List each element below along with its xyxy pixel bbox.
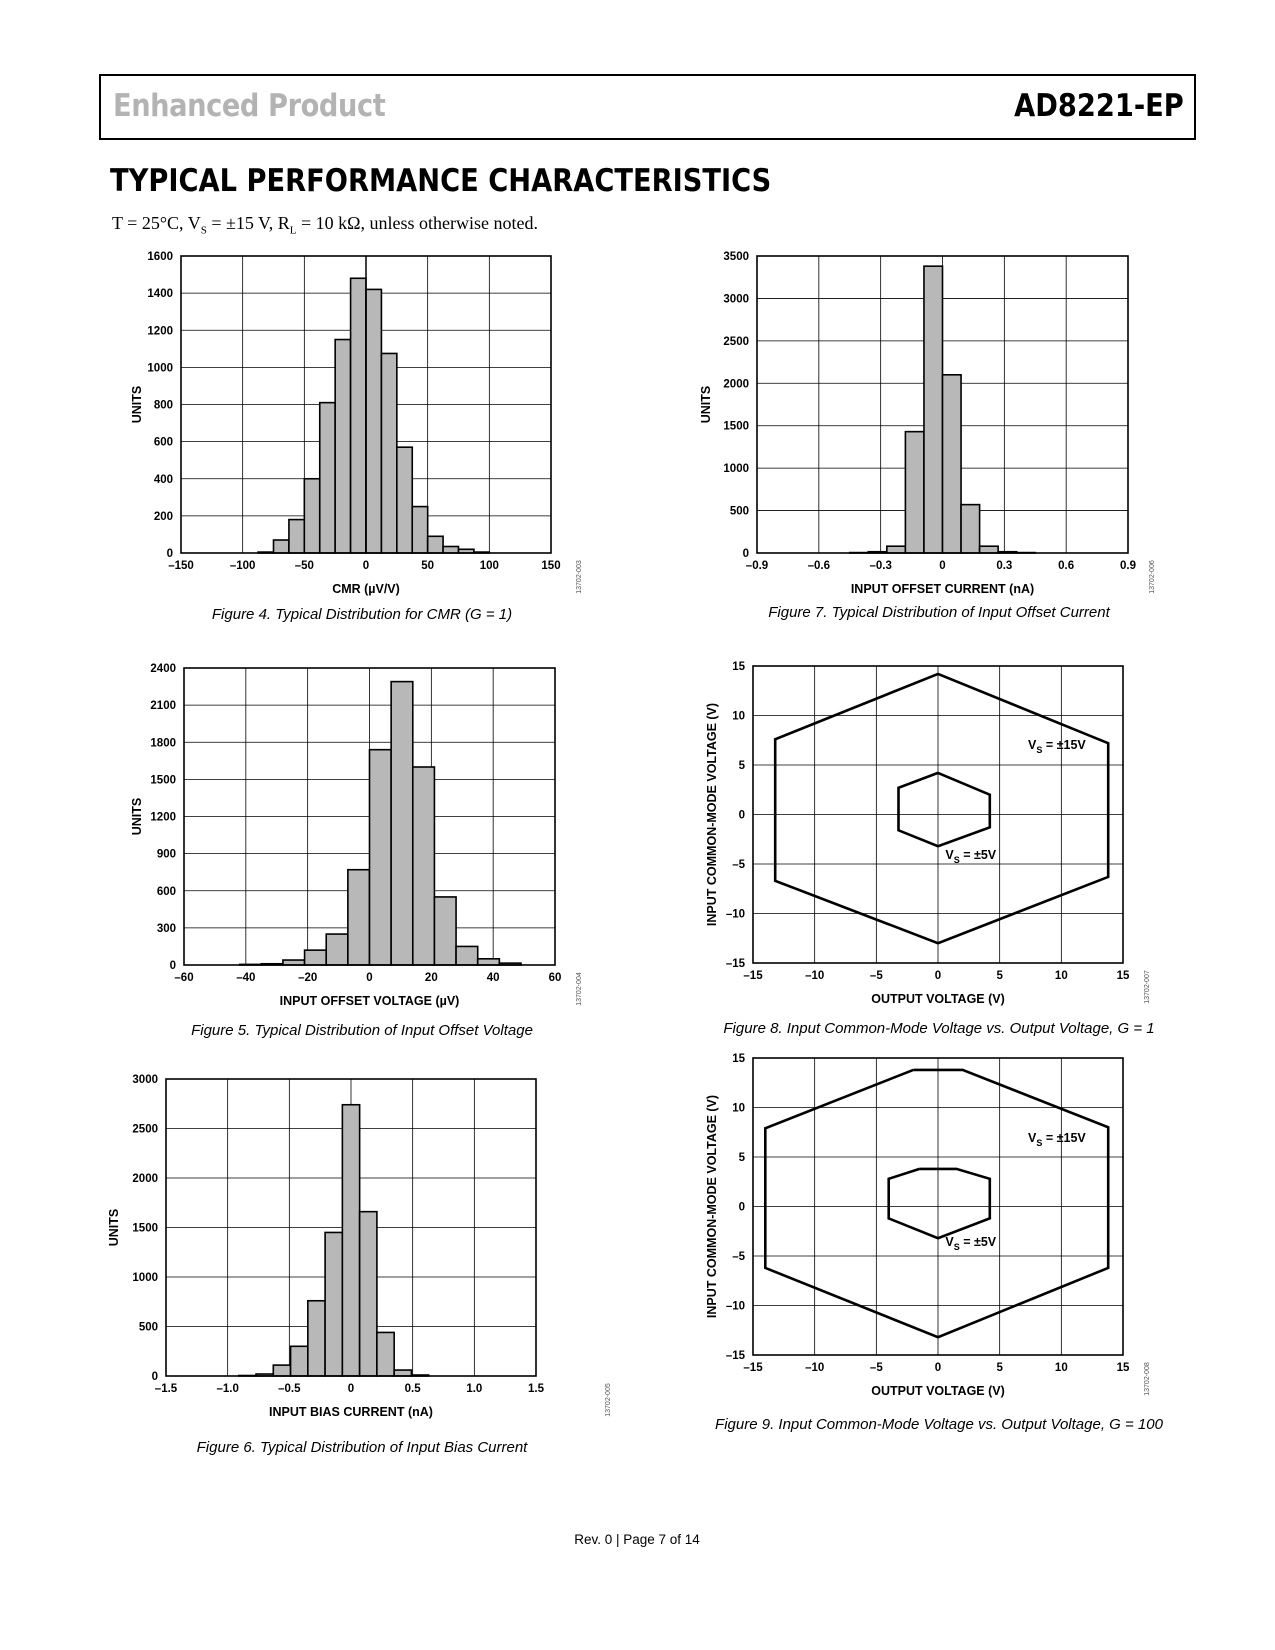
x-tick-label: –40 [236, 972, 256, 984]
y-tick-label: –5 [732, 1251, 745, 1263]
figure-9-caption: Figure 9. Input Common-Mode Voltage vs. Output Voltage, G = 100 [715, 1416, 1163, 1433]
y-tick-label: 5 [738, 1152, 745, 1164]
conditions-temp: T = 25°C, V [112, 213, 201, 233]
x-tick-label: –10 [805, 970, 825, 982]
figure-7-caption: Figure 7. Typical Distribution of Input Offset Current [768, 604, 1110, 621]
y-tick-label: 200 [153, 510, 173, 523]
figure-4-caption: Figure 4. Typical Distribution for CMR (G = 1) [211, 606, 513, 623]
figure-id-tag: 13702-005 [605, 1383, 612, 1417]
y-tick-label: 2000 [723, 378, 749, 391]
x-axis-label: INPUT OFFSET CURRENT (nA) [850, 582, 1035, 596]
y-axis-label: UNITS [699, 385, 713, 424]
x-tick-label: –60 [174, 972, 194, 984]
y-tick-label: –15 [725, 1350, 745, 1362]
conditions-rl-sub: L [289, 224, 297, 237]
x-tick-label: –5 [869, 970, 883, 982]
y-tick-label: 0 [738, 809, 745, 822]
y-tick-label: –10 [725, 908, 745, 921]
figure-id-tag: 13702-008 [1144, 1362, 1151, 1396]
series-label: $V_S = \pm 15V$ [1028, 738, 1086, 756]
x-tick-label: 0.3 [996, 560, 1013, 572]
y-tick-label: 3500 [723, 251, 749, 263]
x-axis-label: OUTPUT VOLTAGE (V) [871, 992, 1005, 1006]
x-tick-label: 0.5 [404, 1383, 421, 1395]
x-tick-label: 15 [1116, 970, 1130, 982]
y-tick-label: 0 [738, 1201, 745, 1214]
x-tick-label: –0.6 [807, 560, 831, 572]
x-tick-label: 60 [548, 972, 562, 984]
x-tick-label: –10 [805, 1362, 825, 1374]
page-footer: Rev. 0 | Page 7 of 14 [574, 1532, 700, 1547]
x-tick-label: –100 [229, 560, 256, 572]
y-tick-label: 10 [732, 710, 745, 723]
y-tick-label: 500 [138, 1321, 158, 1334]
figure-id-tag: 13702-007 [1144, 970, 1151, 1004]
y-tick-label: 1800 [150, 737, 176, 750]
y-tick-label: 600 [153, 436, 173, 449]
y-tick-label: 3000 [132, 1074, 158, 1086]
y-tick-label: 1500 [132, 1222, 158, 1235]
conditions-vs-sub: S [200, 224, 207, 237]
y-tick-label: 2400 [150, 663, 176, 675]
figure-6-caption: Figure 6. Typical Distribution of Input Bias Current [196, 1439, 528, 1456]
y-tick-label: 1500 [150, 774, 176, 787]
y-axis-label: UNITS [130, 797, 144, 836]
y-tick-label: 5 [738, 760, 745, 772]
figure-id-tag: 13702-004 [576, 972, 583, 1006]
x-axis-label: INPUT BIAS CURRENT (nA) [269, 1405, 433, 1419]
y-axis-label: UNITS [107, 1208, 121, 1247]
y-axis-label: UNITS [130, 385, 144, 424]
y-tick-label: 600 [156, 885, 176, 898]
x-tick-label: 0.9 [1120, 560, 1136, 572]
y-tick-label: 500 [729, 505, 749, 518]
x-tick-label: 1.0 [466, 1383, 483, 1395]
y-tick-label: –5 [732, 859, 745, 871]
series-label: $V_S = \pm 15V$ [1028, 1131, 1086, 1149]
x-tick-label: –1.0 [216, 1383, 239, 1395]
x-tick-label: 1.5 [528, 1383, 544, 1395]
y-tick-label: 1000 [723, 463, 749, 476]
figure-8-caption: Figure 8. Input Common-Mode Voltage vs. Output Voltage, G = 1 [723, 1020, 1155, 1037]
y-tick-label: 0 [151, 1371, 158, 1383]
x-tick-label: –5 [869, 1362, 883, 1374]
y-tick-label: 0 [169, 960, 176, 972]
y-tick-label: –10 [725, 1300, 745, 1313]
y-tick-label: 1200 [147, 325, 173, 338]
y-tick-label: 1000 [132, 1272, 158, 1284]
y-tick-label: 300 [156, 922, 176, 935]
y-axis-label: INPUT COMMON-MODE VOLTAGE (V) [705, 1094, 719, 1319]
x-tick-label: 10 [1054, 1362, 1068, 1374]
y-tick-label: 2100 [150, 700, 176, 713]
x-tick-label: 5 [996, 1362, 1003, 1374]
y-tick-label: 0 [166, 548, 173, 560]
x-axis-label: INPUT OFFSET VOLTAGE (µV) [279, 994, 460, 1008]
y-tick-label: 900 [156, 848, 176, 861]
product-line-title: Enhanced Product [113, 88, 386, 124]
y-tick-label: 1400 [147, 288, 173, 301]
x-tick-label: –150 [168, 560, 194, 572]
x-tick-label: –0.9 [745, 560, 769, 572]
x-tick-label: 0 [362, 560, 370, 572]
x-tick-label: –20 [298, 972, 318, 984]
y-tick-label: 2500 [723, 335, 749, 348]
x-tick-label: 5 [996, 970, 1003, 982]
y-tick-label: 1000 [147, 362, 173, 375]
figure-5-caption: Figure 5. Typical Distribution of Input Offset Voltage [191, 1022, 533, 1039]
y-tick-label: 2000 [132, 1173, 158, 1185]
figure-id-tag: 13702-006 [1149, 560, 1156, 594]
x-tick-label: 0 [939, 560, 946, 572]
x-tick-label: 0 [366, 972, 373, 984]
y-tick-label: 15 [732, 661, 745, 673]
y-tick-label: 400 [153, 473, 173, 486]
x-tick-label: 20 [424, 972, 438, 984]
x-tick-label: 0 [347, 1383, 355, 1395]
y-tick-label: 2500 [132, 1123, 158, 1136]
conditions-vs: = ±15 V, R [206, 213, 290, 233]
y-tick-label: 1500 [723, 420, 749, 433]
series-label: $V_S = \pm 5V$ [945, 848, 997, 866]
part-number-title: AD8221-EP [1014, 88, 1184, 124]
x-tick-label: 0.6 [1058, 560, 1075, 572]
x-tick-label: –0.5 [278, 1383, 301, 1395]
series-label: $V_S = \pm 5V$ [945, 1235, 997, 1253]
y-axis-label: INPUT COMMON-MODE VOLTAGE (V) [705, 702, 719, 927]
y-tick-label: 1600 [147, 251, 173, 263]
x-tick-label: –15 [743, 970, 763, 982]
x-axis-label: OUTPUT VOLTAGE (V) [871, 1384, 1005, 1398]
y-tick-label: –15 [725, 958, 745, 970]
x-tick-label: 0 [934, 1362, 942, 1374]
section-title: TYPICAL PERFORMANCE CHARACTERISTICS [110, 163, 772, 199]
x-tick-label: 10 [1054, 970, 1068, 982]
x-tick-label: 100 [479, 560, 499, 572]
x-tick-label: 0 [934, 970, 942, 982]
y-tick-label: 0 [742, 548, 749, 560]
x-tick-label: 15 [1116, 1362, 1130, 1374]
x-tick-label: –15 [743, 1362, 763, 1374]
x-tick-label: –0.3 [869, 560, 892, 572]
y-tick-label: 1200 [150, 811, 176, 824]
series-line-vs-15v [765, 1070, 1108, 1337]
x-axis-label: CMR (µV/V) [332, 582, 400, 596]
figure-id-tag: 13702-003 [576, 560, 583, 594]
x-tick-label: –1.5 [154, 1383, 178, 1395]
x-tick-label: –50 [294, 560, 314, 572]
y-tick-label: 800 [153, 399, 173, 412]
series-line-vs-5v [889, 1169, 990, 1238]
conditions-rl: = 10 kΩ, unless otherwise noted. [296, 213, 538, 233]
x-tick-label: 150 [541, 560, 561, 572]
y-tick-label: 3000 [723, 293, 749, 306]
x-tick-label: 50 [421, 560, 435, 572]
y-tick-label: 10 [732, 1102, 745, 1115]
y-tick-label: 15 [732, 1053, 745, 1065]
x-tick-label: 40 [486, 972, 500, 984]
